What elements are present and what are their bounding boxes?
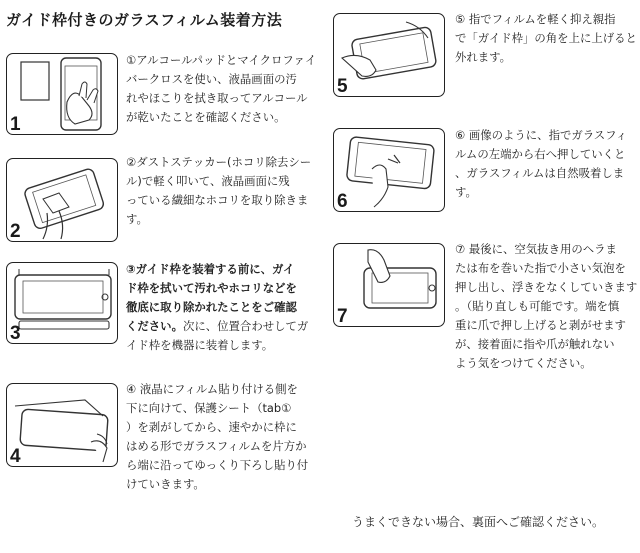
step-6-illustration (333, 128, 445, 212)
text-line-bold: 徹底に取り除かれたことをご確認 (126, 300, 297, 314)
text-line: イド枠を機器に装着します。 (126, 338, 274, 352)
step-3-illustration (6, 262, 118, 344)
step-1-text (126, 51, 316, 127)
step-4-illustration (6, 383, 118, 467)
text-line: 下に向けて、保護シート（tab① (126, 401, 292, 415)
press-film-illustration (334, 129, 444, 211)
text-line: ⑦ 最後に、空気抜き用のヘラま (455, 242, 617, 256)
footer-note: うまくできない場合、裏面へご確認ください。 (352, 515, 605, 529)
step-6-number: 6 (337, 191, 348, 212)
text-fragment: 次に、位置合わせしてガ (182, 319, 309, 333)
text-line: が乾いたことを確認ください。 (126, 110, 286, 124)
text-line: で「ガイド枠」の角を上に上げると (455, 31, 637, 45)
step-5-number: 5 (337, 76, 348, 97)
step-7-number: 7 (337, 306, 348, 327)
text-line: たは布を巻いた指で小さい気泡を (455, 261, 626, 275)
phone-wipe-illustration (7, 54, 117, 134)
guide-frame-illustration (7, 263, 117, 343)
text-line: ら端に沿ってゆっくり下ろし貼り付 (126, 458, 309, 472)
text-line: す。 (455, 185, 477, 199)
text-line: す。 (126, 212, 148, 226)
text-line: ②ダストステッカー(ホコリ除去シー (126, 155, 312, 169)
text-line: けていきます。 (126, 477, 205, 491)
step-5-text (455, 10, 637, 67)
step-1-illustration (6, 53, 118, 135)
text-line: 押し出し、浮きをなくしていきます (455, 280, 638, 294)
text-line: が、接着面に指や爪が触れない (455, 337, 615, 351)
text-line: 。（貼り直しも可能です。端を慎 (455, 299, 620, 313)
step-4-text (126, 380, 308, 494)
text-line: よう気をつけてください。 (455, 356, 592, 370)
text-line: 外れます。 (455, 50, 512, 64)
step-1-number: 1 (10, 114, 21, 135)
text-line: 、ガラスフィルムは自然吸着しま (455, 166, 625, 180)
text-line-bold: ③ガイド枠を装着する前に、ガイ (126, 262, 295, 276)
text-bold-fragment: ください。 (126, 319, 183, 333)
step-5-illustration (333, 13, 445, 97)
text-line: バークロスを使い、液晶画面の汚 (126, 72, 297, 86)
remove-frame-illustration (334, 14, 444, 96)
text-line: ⑤ 指でフィルムを軽く抑え親指 (455, 12, 616, 26)
step-2-number: 2 (10, 221, 21, 242)
text-line: ル)で軽く叩いて、液晶画面に残 (126, 174, 290, 188)
apply-film-illustration (7, 384, 117, 466)
remove-bubbles-illustration (334, 244, 444, 326)
text-line-bold: ド枠を拭いて汚れやホコリなどを (126, 281, 297, 295)
step-7-illustration (333, 243, 445, 327)
page-title: ガイド枠付きのガラスフィルム装着方法 (6, 11, 283, 29)
text-line: ④ 液晶にフィルム貼り付ける側を (126, 382, 298, 396)
text-line: ルムの左端から右へ押していくと (455, 147, 626, 161)
text-line: ①アルコールパッドとマイクロファイ (126, 53, 317, 67)
text-line: ⑥ 画像のように、指でガラスフィ (455, 128, 628, 142)
text-line-mixed (126, 317, 308, 336)
step-2-illustration (6, 158, 118, 242)
step-3-text (126, 260, 308, 355)
step-3-number: 3 (10, 323, 21, 344)
step-6-text (455, 126, 627, 202)
step-7-text (455, 240, 637, 373)
text-line: ）を剥がしてから、速やかに枠に (126, 420, 297, 434)
text-line: れやほこりを拭き取ってアルコール (126, 91, 308, 105)
dust-sticker-illustration (7, 159, 117, 241)
text-line: 重に爪で押し上げると剥がせます (455, 318, 626, 332)
text-line: はめる形でガラスフィルムを片方か (126, 439, 307, 453)
text-line: っている繊細なホコリを取り除きま (126, 193, 309, 207)
step-2-text (126, 153, 311, 229)
step-4-number: 4 (10, 446, 21, 467)
